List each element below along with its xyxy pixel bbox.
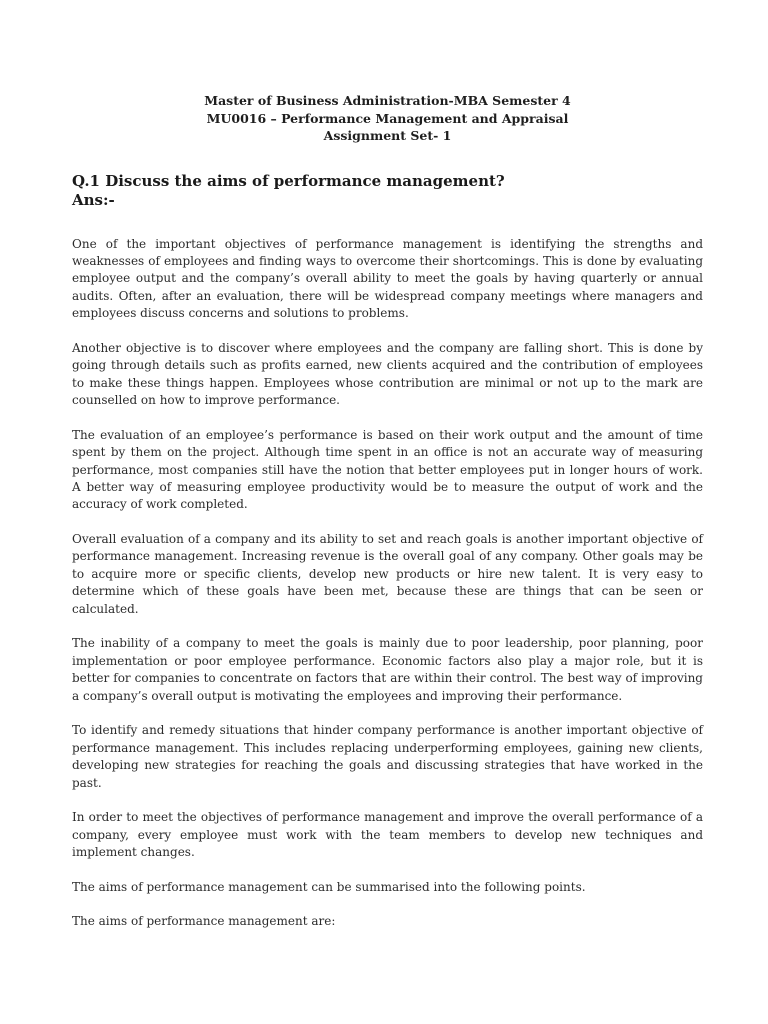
- paragraph-4: Overall evaluation of a company and its ability to set and reach goals is another important objective of performance management. Increasing revenue is the overall goal of any company. Other goals may be to acquire more or specific clients, develop new products or hire new talent. It is very easy to determine which of these goals have been met, because these are things that can be seen or calculated.: [72, 532, 703, 616]
- header-course-line: MU0016 – Performance Management and Appraisal: [206, 110, 569, 126]
- document-header: [72, 92, 703, 145]
- paragraph-1: One of the important objectives of performance management is identifying the strengths and weaknesses of employees and finding ways to overcome their shortcomings. This is done by evaluating employee output and the company’s overall ability to meet the goals by having quarterly or annual audits. Often, after an evaluation, there will be widespread company meetings where managers and employees discuss concerns and solutions to problems.: [72, 236, 703, 321]
- answer-label: Ans:-: [72, 190, 115, 209]
- paragraph-5: The inability of a company to meet the goals is mainly due to poor leadership, poor planning, poor implementation or poor employee performance. Economic factors also play a major role, but it is better for companies to concentrate on factors that are within their control. The best way of improving a company’s overall output is motivating the employees and improving their performance.: [72, 636, 703, 703]
- header-assignment-line: Assignment Set- 1: [323, 128, 452, 143]
- paragraph-9: The aims of performance management are:: [72, 914, 336, 929]
- paragraph-2: Another objective is to discover where employees and the company are falling short. This is done by going through details such as profits earned, new clients acquired and the contribution of employees to make these things happen. Employees whose contribution are minimal or not up to the mark are counselled on how to improve performance.: [72, 340, 703, 408]
- paragraph-3: The evaluation of an employee’s performance is based on their work output and the amount of time spent by them on the project. Although time spent in an office is not an accurate way of measuring performance, most companies still have the notion that better employees put in longer hours of work. A better way of measuring employee productivity would be to measure the output of work and the accuracy of work completed.: [72, 427, 703, 512]
- header-program-line: Master of Business Administration-MBA Semester 4: [204, 93, 571, 108]
- question-title: Q.1 Discuss the aims of performance management?: [72, 171, 505, 190]
- question-block: [72, 172, 703, 210]
- paragraph-8: The aims of performance management can be summarised into the following points.: [72, 879, 586, 894]
- document-page: [72, 92, 703, 948]
- paragraph-6: To identify and remedy situations that hinder company performance is another important objective of performance management. This includes replacing underperforming employees, gaining new clients, developing new strategies for reaching the goals and discussing strategies that have worked in the past.: [72, 723, 703, 790]
- answer-body: [72, 236, 703, 931]
- paragraph-7: In order to meet the objectives of performance management and improve the overall performance of a company, every employee must work with the team members to develop new techniques and implement changes.: [72, 810, 703, 860]
